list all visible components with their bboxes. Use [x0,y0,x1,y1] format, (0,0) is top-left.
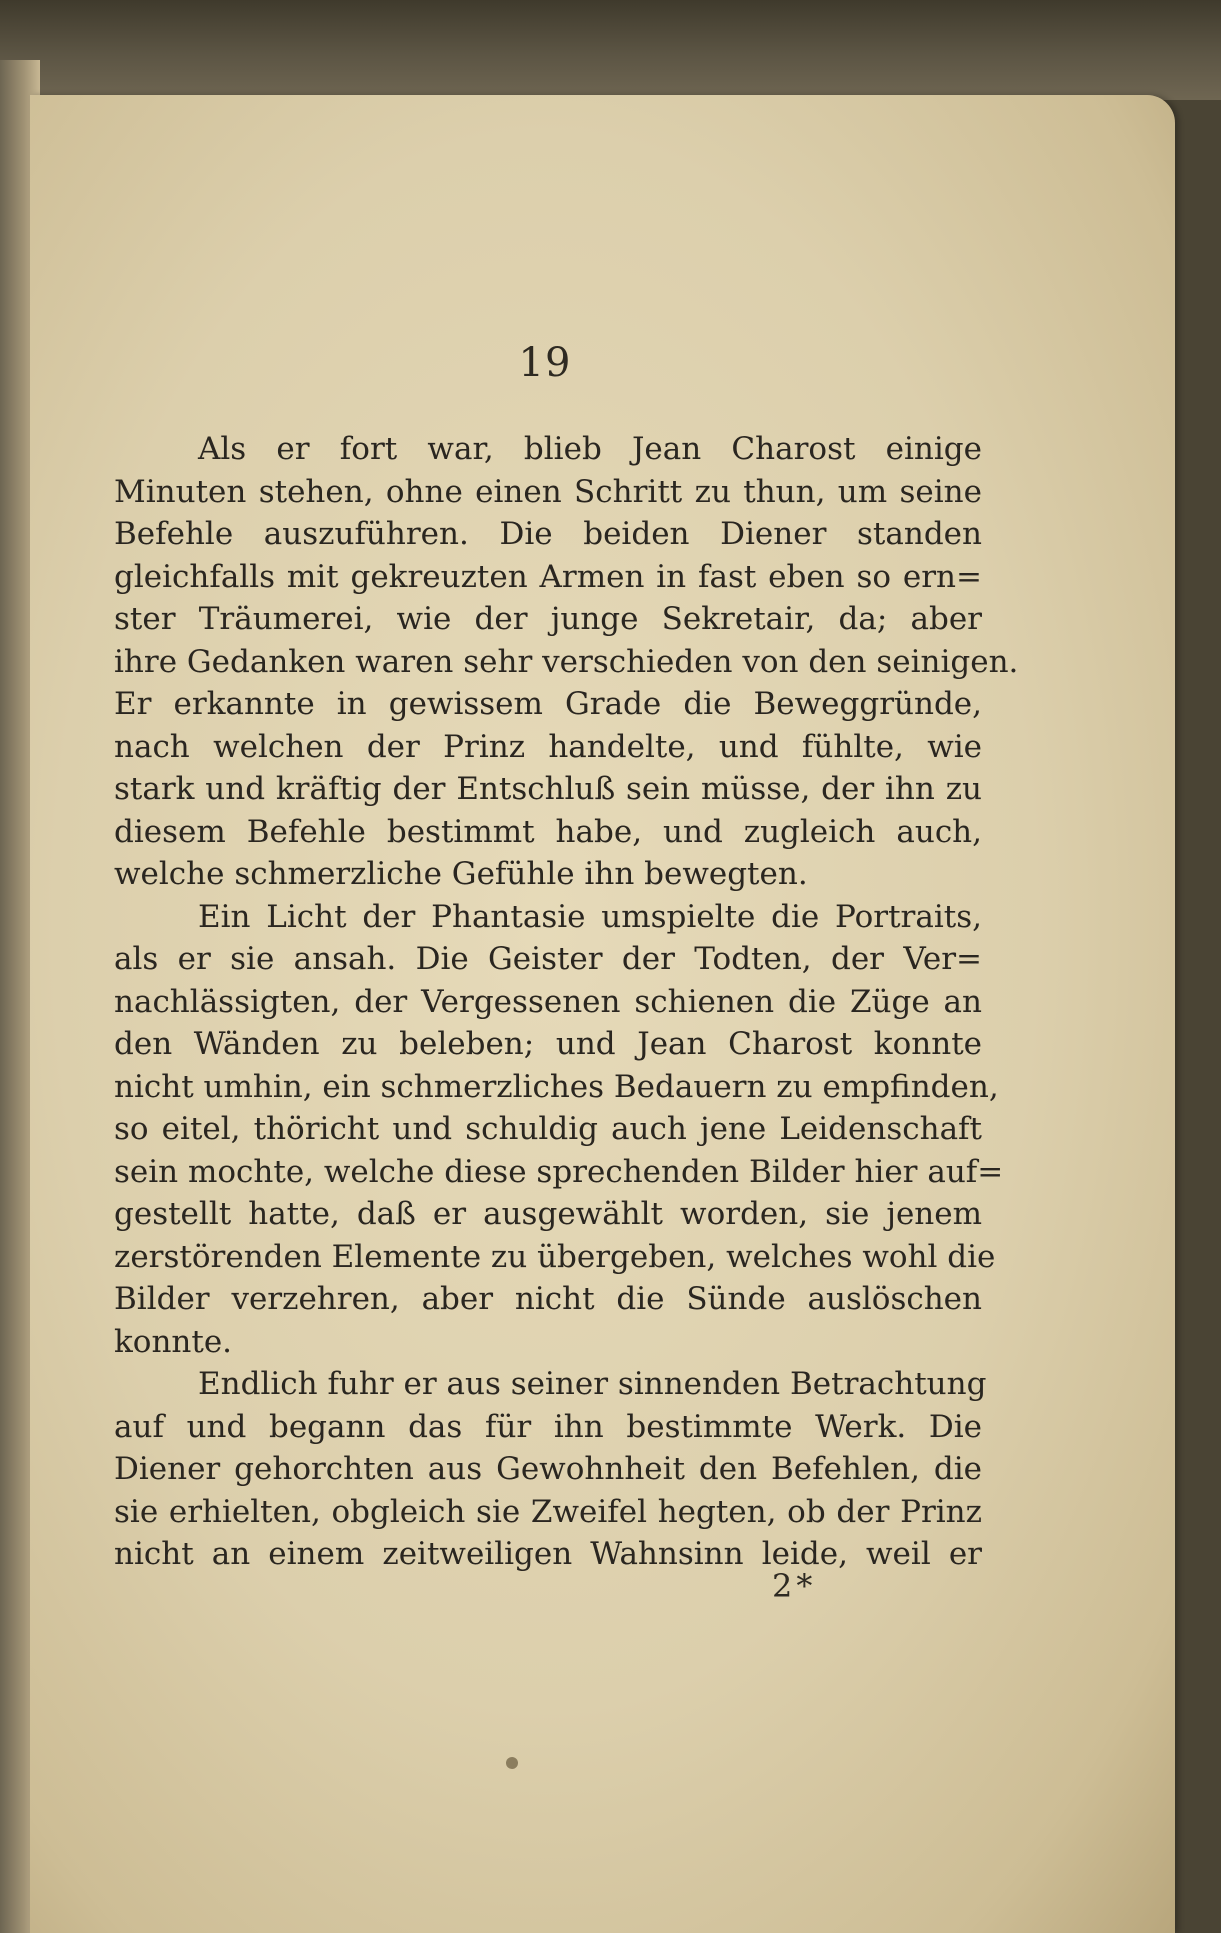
text-line: nach welchen der Prinz handelte, und fühlte, wie [114,728,982,765]
text-line: zerstörenden Elemente zu übergeben, welches wohl die [114,1238,996,1275]
text-line: konnte. [114,1323,233,1360]
printer-signature: 2* [772,1567,817,1605]
text-line: auf und begann das für ihn bestimmte Werk. Die [114,1408,982,1445]
page-number: 19 [518,340,572,386]
paper-stain [506,1757,518,1769]
text-line: Er erkannte in gewissem Grade die Beweggründe, [114,686,982,722]
book-top-edge [0,0,1221,100]
text-line: Ein Licht der Phantasie umspielte die Portraits, [198,898,982,935]
text-line: gestellt hatte, daß er ausgewählt worden, sie jenem [114,1196,982,1232]
text-line: gleichfalls mit gekreuzten Armen in fast eben so ern= [114,558,982,595]
text-line: als er sie ansah. Die Geister der Todten, der Ver= [114,941,982,977]
text-line: Endlich fuhr er aus seiner sinnenden Betrachtung [198,1366,987,1402]
text-line: nachlässigten, der Vergessenen schienen die Züge an [114,983,982,1020]
text-line: diesem Befehle bestimmt habe, und zugleich auch, [114,813,982,850]
book-page [30,95,1175,1933]
text-line: nicht umhin, ein schmerzliches Bedauern zu empfinden, [114,1068,999,1105]
text-line: Als er fort war, blieb Jean Charost einige [198,431,982,467]
text-line: sie erhielten, obgleich sie Zweifel hegten, ob der Prinz [114,1493,982,1530]
text-line: sein mochte, welche diese sprechenden Bilder hier auf= [114,1153,1004,1190]
text-line: Bilder verzehren, aber nicht die Sünde auslöschen [114,1281,982,1317]
text-line: so eitel, thöricht und schuldig auch jene Leidenschaft [114,1111,982,1147]
text-line: den Wänden zu beleben; und Jean Charost konnte [114,1026,982,1062]
text-line: nicht an einem zeitweiligen Wahnsinn leide, weil er [114,1536,982,1572]
text-line: ster Träumerei, wie der junge Sekretair, da; aber [114,601,982,637]
text-line: Diener gehorchten aus Gewohnheit den Befehlen, die [114,1451,982,1487]
text-line: Minuten stehen, ohne einen Schritt zu thun, um seine [114,473,982,510]
text-line: Befehle auszuführen. Die beiden Diener standen [114,516,982,552]
text-line: ihre Gedanken waren sehr verschieden von den seinigen. [114,643,1019,680]
text-line: stark und kräftig der Entschluß sein müsse, der ihn zu [114,771,982,807]
text-line: welche schmerzliche Gefühle ihn bewegten. [114,856,808,892]
body-text [114,428,1019,1576]
